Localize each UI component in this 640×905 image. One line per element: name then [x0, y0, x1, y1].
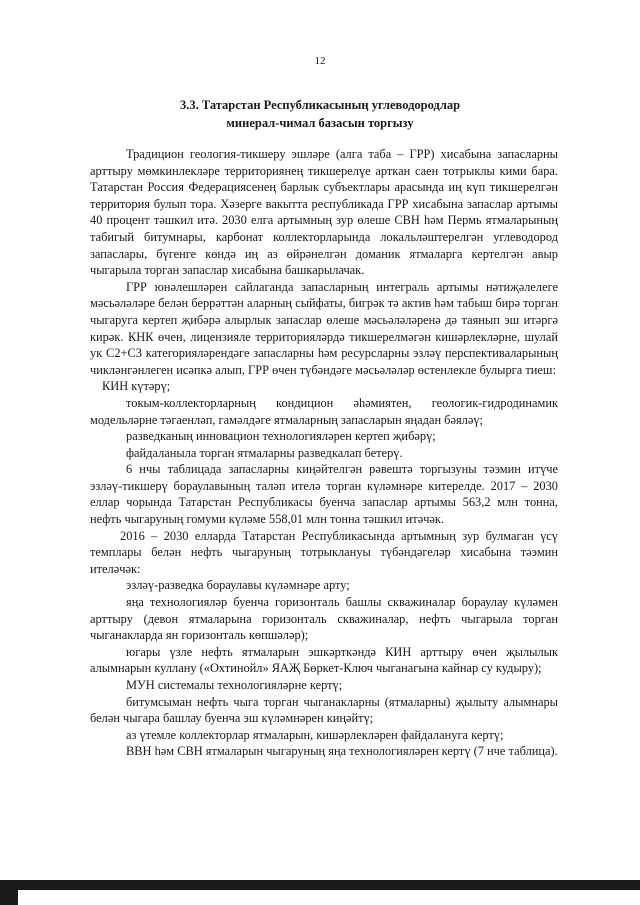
body-text	[90, 146, 558, 760]
paragraph-4: 2016 – 2030 елларда Татарстан Республикасында артымның зур булмаган үсү темплары белән нефть чыгаруның тотрыклануы түбәндәгеләр хисабына тәэмин ителәчәк:	[90, 528, 558, 576]
paragraph-2: ГРР юнәлешләрен сайлаганда запасларның интеграль артымы нәтиҗәлелеге мәсьәләләре белән беррәттән аларның сыйфаты, бигрәк тә актив һәм табыш бирә торган чыгаруга кертеп җибәрә алырлык запаслар өлеше мәсьәләләренә дә таянып эш итәргә кирәк. КНК өчен, лицензияле территорияләрдә тикшерелмәгән кишәрлекләрне, шулай ук С2+С3 категорияләрендәге запасларны һәм ресурсларны эзләү перспективаларының чикләнгәнлеген исәпкә алып, ГРР өчен түбәндәге мәсьәләләр өстенлекле булырга тиеш:	[90, 279, 558, 377]
section-heading	[80, 96, 560, 132]
list-item-9: битумсыман нефть чыга торган чыганакларны (ятмаларны) җылыту алымнары белән чыгара башлау буенча эш күләмнәрен киңәйтү;	[90, 694, 558, 726]
list-item-8: МУН системалы технологияләрне кертү;	[126, 678, 343, 692]
list-item-6: яңа технологияләр буенча горизонталь башлы скважиналар бораулау күләмен арттыру (девон ятмаларына горизонталь скважиналар, нефть чыгарыла торган чыганакларда ян горизонталь көпшәләр);	[90, 595, 558, 643]
list-item-10: аз үтемле коллекторлар ятмаларын, кишәрлекләрен файдалануга кертү;	[126, 727, 504, 742]
list-item-5: эзләү-разведка бораулавы күләмнәре арту;	[126, 578, 350, 593]
list-item-1: КИН күтәрү;	[102, 379, 171, 394]
section-heading-line-1: 3.3. Татарстан Республикасының углеводородлар	[179, 98, 461, 112]
paragraph-3: 6 нчы таблицада запасларны киңәйтелгән рәвештә торгызуны тәэмин итүче эзләү-тикшерү бораулавының таләп ителә торган күләмнәре китерелде. 2017 – 2030 еллар чорында Татарстан Республикасы буенча запаслар артымы 563,2 млн тонна, нефть чыгаруның гомуми күләме 558,01 млн тонна тәшкил итәчәк.	[90, 462, 558, 527]
list-item-4: файдаланыла торган ятмаларны разведкалап бетерү.	[126, 445, 403, 460]
list-item-3: разведканың инновацион технологияләрен кертеп җибәрү;	[126, 429, 436, 444]
section-heading-line-2: минерал-чимал базасын торгызу	[226, 116, 414, 130]
list-item-2: токым-коллекторларның кондицион әһәмиятен, геологик-гидродинамик модельләрне тәгаенләп, гамәлдәге ятмаларның запасларын яңадан бәяләү;	[90, 395, 558, 427]
list-item-7: югары үзле нефть ятмаларын эшкәрткәндә КИН арттыру өчен җылылык алымнарын куллану («Охтинойл» ЯАҖ Бөркет-Ключ чыганагына кайнар су кудыру);	[90, 644, 558, 676]
scan-corner-mark	[0, 880, 18, 905]
scan-bottom-border	[0, 880, 640, 890]
paragraph-1: Традицион геология-тикшеру эшләре (алга таба – ГРР) хисабына запасларны арттыру мөмкинлекләре территориянең тикшерелүе арткан саен тотрыклы кими бара. Татарстан Россия Федерациясенең барлык субъектлары арасында иң күп тикшерелгән территория булып тора. Хәзерге вакытта республикада ГРР хисабына запаслар артымы 40 процент тәшкил итә. 2030 елга артымның зур өлеше СВН һәм Пермь ятмаларының табигый битумнары, карбонат коллекторларында локальләштерелгән углеводород запаслары, бүгенге көндә иң аз өйрәнелгән доманик ятмаларга кертелгән авыр чыгарыла торган запаслар хисабына башкарылачак.	[90, 147, 558, 278]
list-item-11: ВВН һәм СВН ятмаларын чыгаруның яңа технологияләрен кертү (7 нче таблица).	[126, 744, 558, 759]
page-number: 12	[314, 55, 326, 67]
